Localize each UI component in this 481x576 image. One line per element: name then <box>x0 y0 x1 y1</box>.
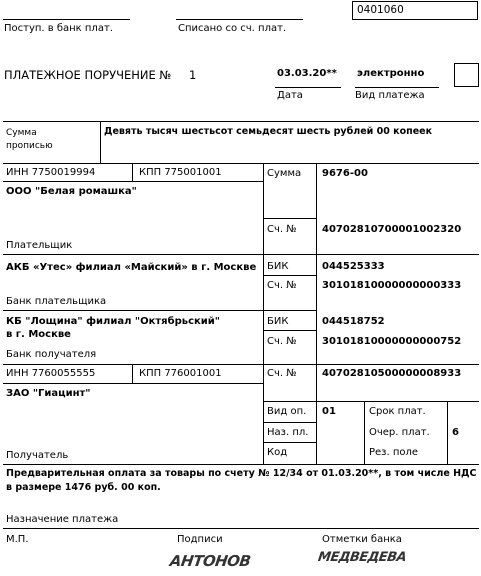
grid-payer-bottom <box>3 254 479 255</box>
grid-codes-row-2 <box>263 442 316 443</box>
grid-payee-inn-divider <box>132 364 133 383</box>
sum-label: Сумма <box>267 168 302 179</box>
form-code: 0401060 <box>357 4 404 16</box>
payee-inn: ИНН 7760055555 <box>6 368 96 379</box>
amount-words-label-1: Сумма <box>6 128 37 138</box>
received-label: Поступ. в банк плат. <box>4 23 113 34</box>
naz-pl-label: Наз. пл. <box>267 427 309 438</box>
payee-acct-label: Сч. № <box>267 368 297 379</box>
grid-bottom <box>3 464 479 465</box>
amount-words-divider <box>100 121 101 163</box>
grid-bik-corr-1 <box>263 275 316 276</box>
payee-corr-label: Сч. № <box>267 336 297 347</box>
grid-payee-bank-bottom <box>3 364 479 365</box>
payer-acct-label: Сч. № <box>267 224 297 235</box>
payer-kpp: КПП 775001001 <box>139 167 222 178</box>
payer-name: ООО "Белая ромашка" <box>6 186 137 197</box>
payer-bik: 044525333 <box>322 261 385 272</box>
payee-bank-name-2: в г. Москве <box>6 329 71 340</box>
payer-corr-label: Сч. № <box>267 280 297 291</box>
grid-sum-acct <box>263 218 316 219</box>
payee-label: Получатель <box>6 450 69 461</box>
payment-type-line <box>355 87 439 88</box>
signatures-label: Подписи <box>177 534 223 545</box>
order-title: ПЛАТЕЖНОЕ ПОРУЧЕНИЕ № <box>4 68 172 82</box>
grid-payee-inn-bottom <box>3 383 263 384</box>
amount-words-top <box>3 121 479 122</box>
signature-2: МЕДВЕДЕВА <box>316 550 408 565</box>
payer-corr: 30101810000000000333 <box>322 280 462 291</box>
grid-main-divider <box>263 163 264 464</box>
vid-op-label: Вид оп. <box>267 406 307 417</box>
ocher-value: 6 <box>452 427 459 438</box>
grid-value-divider <box>316 163 317 464</box>
payment-type: электронно <box>357 68 425 79</box>
date-line <box>275 87 341 88</box>
payee-acct: 40702810500000008933 <box>322 368 462 379</box>
purpose-line-2: в размере 1476 руб. 00 коп. <box>6 482 161 493</box>
kod-label: Код <box>267 447 288 458</box>
grid-codes-divider-2 <box>447 401 448 464</box>
amount-words-value: Девять тысяч шестьсот семьдесят шесть рублей 00 копеек <box>104 126 433 137</box>
grid-payer-bank-bottom <box>3 310 316 311</box>
order-date: 03.03.20** <box>277 68 337 79</box>
amount-words-label-2: прописью <box>6 141 53 151</box>
purpose-line-1: Предварительная оплата за товары по счету № 12/34 от 01.03.20**, в том числе НДС <box>6 468 477 479</box>
payer-bank-label: Банк плательщика <box>6 296 107 307</box>
grid-inn-bottom <box>3 181 263 182</box>
empty-box <box>454 63 479 87</box>
payee-corr: 30101810000000000752 <box>322 336 462 347</box>
bank-marks-label: Отметки банка <box>322 534 402 545</box>
payer-bik-label: БИК <box>267 261 289 272</box>
date-label: Дата <box>277 90 303 101</box>
grid-codes-divider-1 <box>364 401 365 464</box>
purpose-label: Назначение платежа <box>6 514 119 525</box>
payee-bik-label: БИК <box>267 316 289 327</box>
debited-line <box>176 19 303 20</box>
sum-value: 9676-00 <box>322 168 368 179</box>
vid-op-value: 01 <box>322 406 336 417</box>
payer-label: Плательщик <box>6 240 73 251</box>
grid-inn-divider <box>132 163 133 181</box>
payee-kpp: КПП 776001001 <box>139 368 222 379</box>
received-line <box>3 19 130 20</box>
grid-codes-row-1 <box>263 422 316 423</box>
signature-1: АНТОНОВ <box>168 552 252 570</box>
payee-name: ЗАО "Гиацинт" <box>6 388 91 399</box>
rez-label: Рез. поле <box>369 447 419 458</box>
debited-label: Списано со сч. плат. <box>178 23 287 34</box>
amount-words-bottom <box>3 163 479 164</box>
payee-bik: 044518752 <box>322 316 385 327</box>
payment-type-label: Вид платежа <box>355 90 425 101</box>
grid-bik-corr-2 <box>263 330 316 331</box>
purpose-bottom <box>3 528 479 529</box>
payer-inn: ИНН 7750019994 <box>6 167 96 178</box>
payee-bank-name-1: КБ "Лощина" филиал "Октябрьский" <box>6 316 221 327</box>
payee-bank-label: Банк получателя <box>6 349 97 360</box>
order-number: 1 <box>189 68 197 82</box>
mp-label: М.П. <box>6 534 29 545</box>
payer-acct: 40702810700001002320 <box>322 224 462 235</box>
srok-label: Срок плат. <box>369 406 426 417</box>
payer-bank-name: АКБ «Утес» филиал «Майский» в г. Москве <box>6 262 257 273</box>
ocher-label: Очер. плат. <box>369 427 430 438</box>
